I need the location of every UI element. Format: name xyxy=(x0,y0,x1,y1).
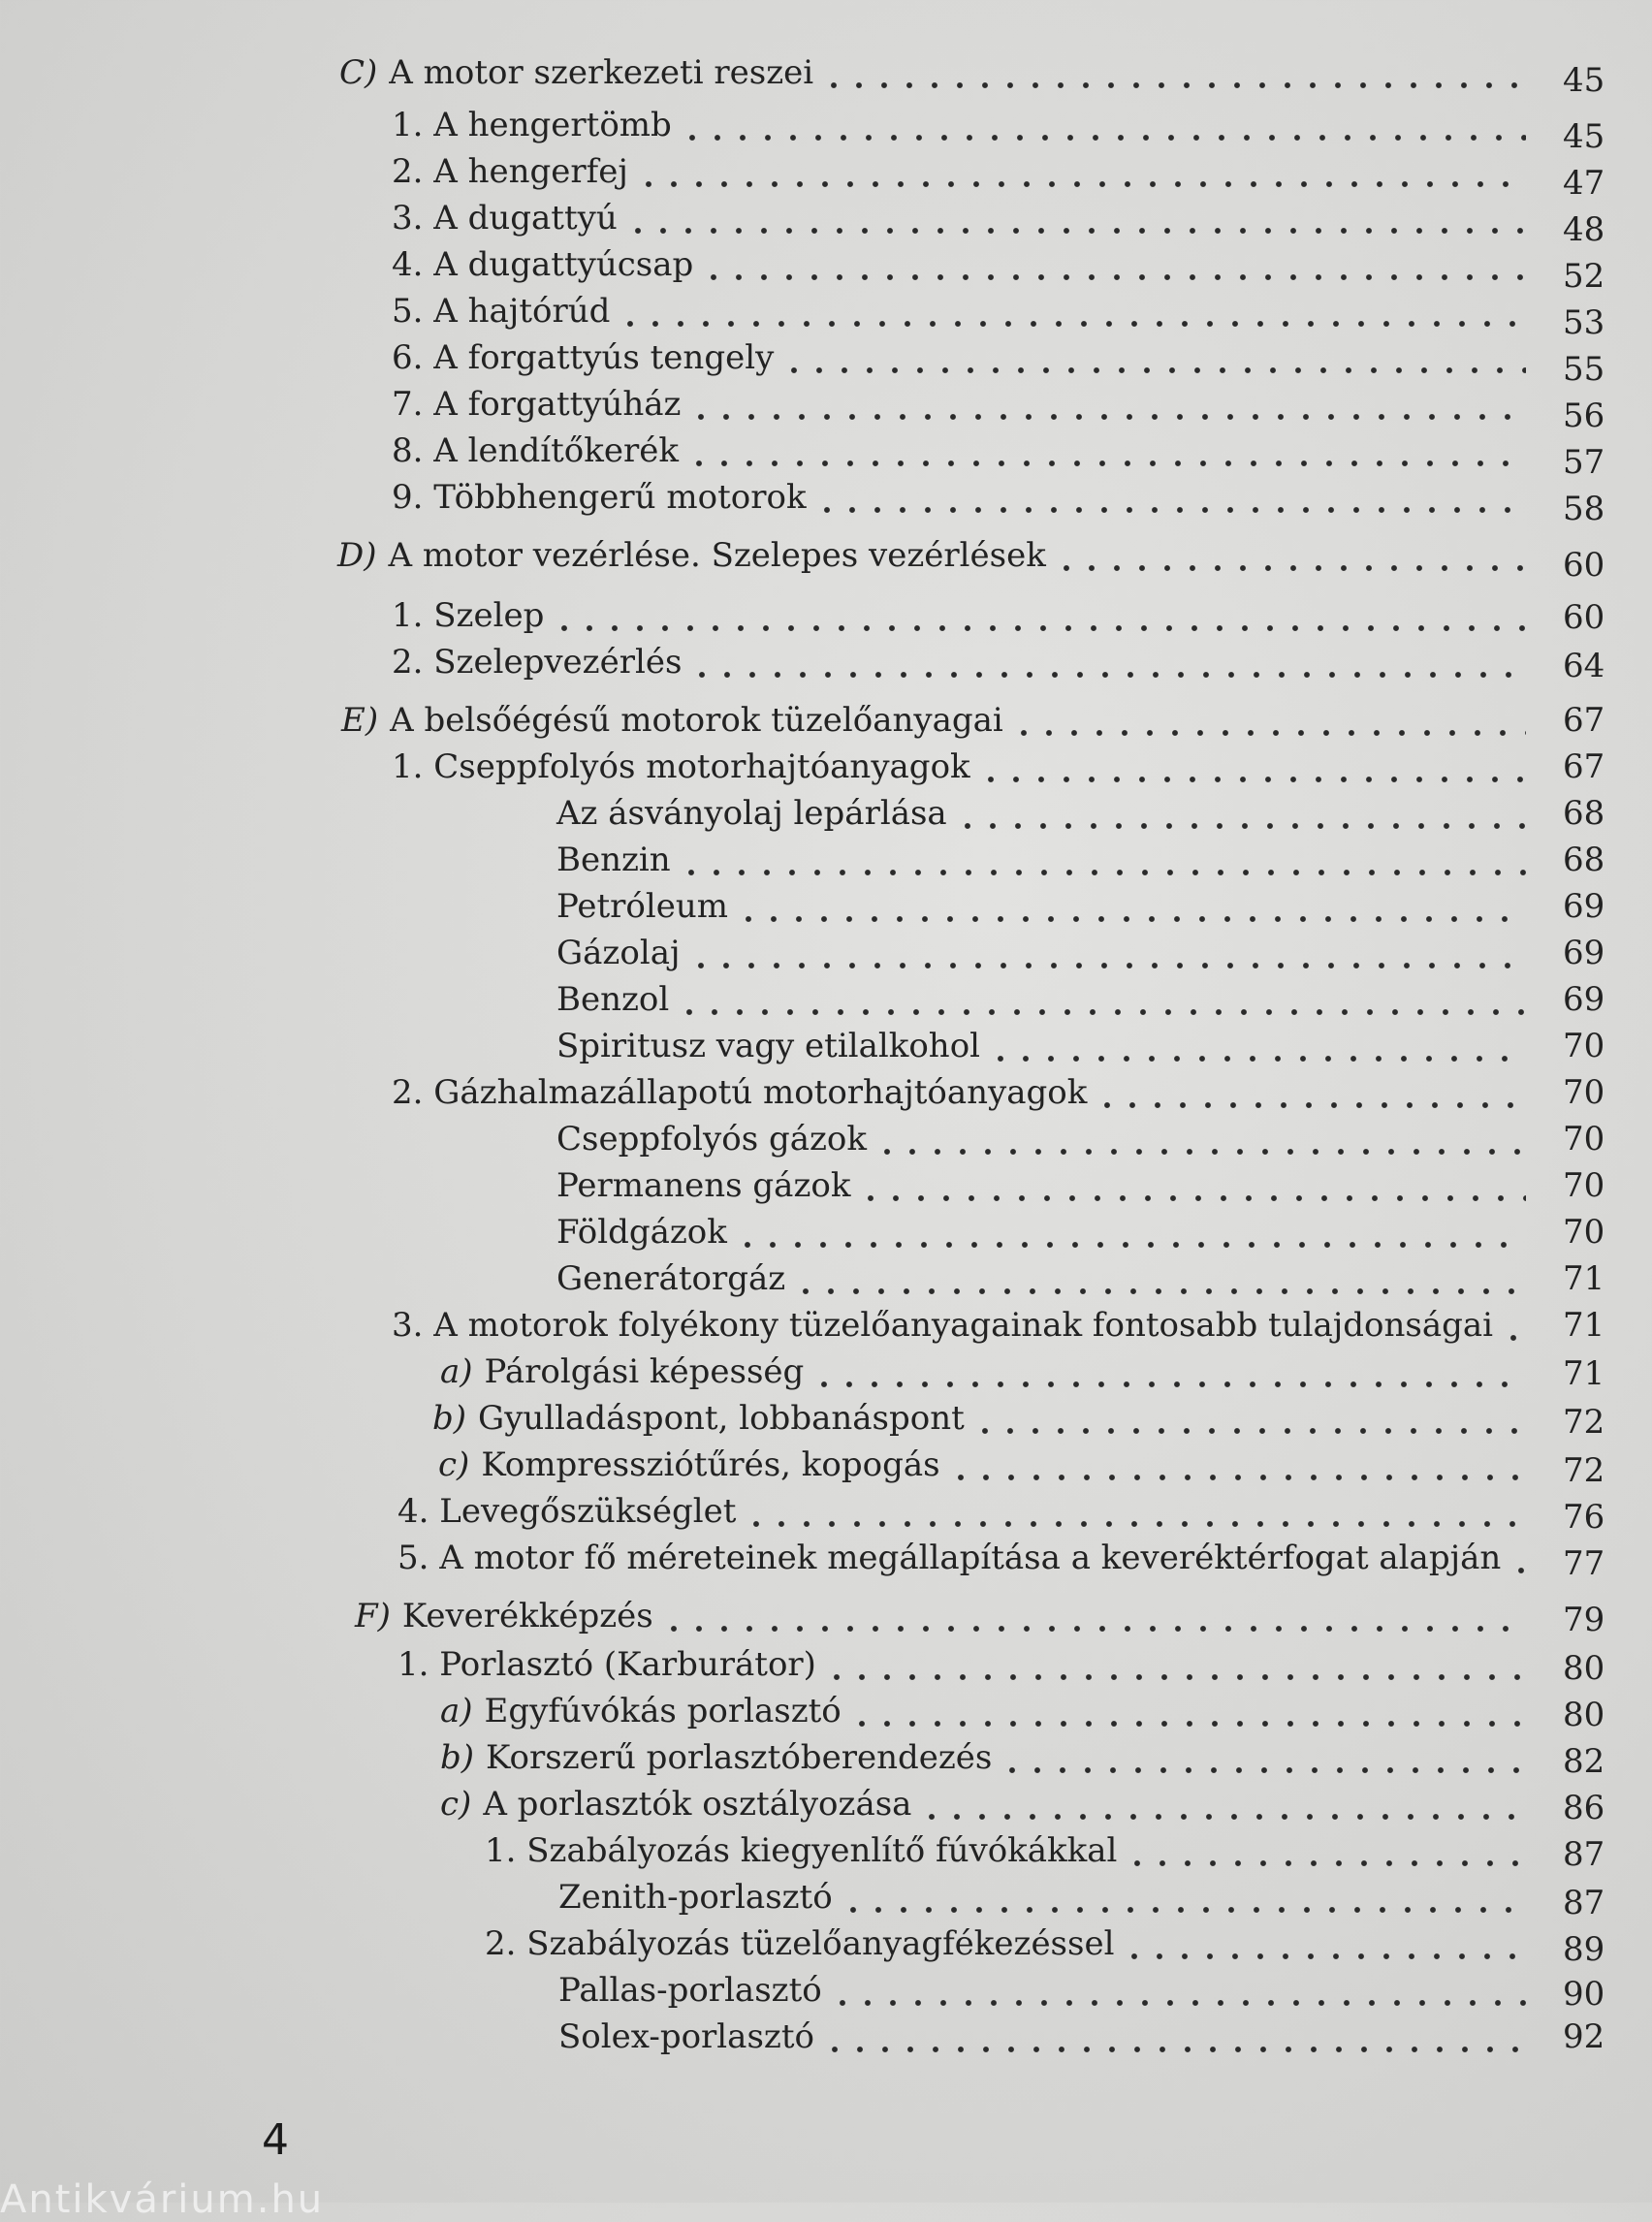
toc-entry-text: 4. A dugattyúcsap xyxy=(392,245,694,284)
toc-entry-text: Gyulladáspont, lobbanáspont xyxy=(478,1399,965,1438)
toc-page-number: 70 xyxy=(1563,1213,1605,1252)
toc-entry-title xyxy=(397,1536,1509,1580)
toc-entry-title xyxy=(392,196,625,240)
toc-entry xyxy=(341,698,1526,743)
toc-entry-title xyxy=(485,1828,1125,1873)
toc-entry-title xyxy=(556,1117,874,1161)
toc-dot-leader xyxy=(1095,1070,1526,1115)
toc-entry-text: 8. A lendítőkerék xyxy=(392,431,679,470)
toc-entry-title xyxy=(392,382,688,427)
toc-dot-leader xyxy=(677,977,1526,1022)
toc-page-number: 92 xyxy=(1563,2017,1605,2056)
toc-entry xyxy=(392,1303,1526,1348)
toc-entry-text: A porlasztók osztályozása xyxy=(483,1785,912,1824)
toc-entry-text: A motor szerkezeti reszei xyxy=(389,53,814,92)
toc-entry xyxy=(485,1921,1526,1966)
toc-page-number: 72 xyxy=(1563,1451,1605,1490)
toc-page-number: 68 xyxy=(1563,794,1605,833)
toc-page-number: 69 xyxy=(1563,980,1605,1019)
toc-entry-title xyxy=(556,1024,988,1068)
toc-page-number: 48 xyxy=(1563,210,1605,249)
toc-entry-label: b) xyxy=(440,1738,475,1777)
toc-entry-text: Solex-porlasztó xyxy=(558,2017,814,2056)
toc-dot-leader xyxy=(1509,1536,1526,1580)
toc-entry-text: 5. A motor fő méreteinek megállapítása a keveréktérfogat alapján xyxy=(397,1539,1502,1577)
toc-entry xyxy=(556,1024,1526,1068)
toc-entry-text: 9. Többhengerű motorok xyxy=(392,478,807,517)
toc-dot-leader xyxy=(636,149,1526,194)
toc-entry-text: Generátorgáz xyxy=(556,1259,786,1298)
toc-entry-text: 1. Szelep xyxy=(392,596,545,635)
toc-entry-text: Permanens gázok xyxy=(556,1166,851,1205)
toc-entry xyxy=(558,2015,1526,2059)
toc-dot-leader xyxy=(688,931,1527,975)
toc-page-number: 90 xyxy=(1563,1975,1605,2014)
toc-page-number: 70 xyxy=(1563,1027,1605,1065)
toc-entry-title xyxy=(556,884,736,929)
toc-dot-leader xyxy=(744,1489,1526,1534)
toc-entry-title xyxy=(556,977,677,1022)
toc-page-number: 45 xyxy=(1563,117,1605,156)
toc-entry-label: F) xyxy=(355,1597,391,1635)
toc-entry-title xyxy=(558,1968,830,2013)
toc-entry xyxy=(392,289,1526,333)
toc-entry-text: Az ásványolaj lepárlása xyxy=(556,794,947,833)
toc-dot-leader xyxy=(919,1782,1526,1826)
toc-page-number: 87 xyxy=(1563,1835,1605,1874)
toc-entry-text: 1. Porlasztó (Karburátor) xyxy=(397,1645,816,1684)
toc-dot-leader xyxy=(793,1256,1526,1301)
toc-page-number: 67 xyxy=(1563,747,1605,786)
toc-entry xyxy=(440,1689,1526,1733)
toc-dot-leader xyxy=(948,1443,1526,1487)
toc-entry-text: Benzin xyxy=(556,841,671,879)
toc-dot-leader xyxy=(688,382,1526,427)
toc-entry-text: Spiritusz vagy etilalkohol xyxy=(556,1027,981,1065)
toc-page-number: 58 xyxy=(1563,490,1605,528)
toc-entry xyxy=(556,1117,1526,1161)
watermark: Antikvárium.hu xyxy=(0,2177,325,2222)
toc-page-number: 79 xyxy=(1563,1601,1605,1639)
toc-dot-leader xyxy=(811,1349,1526,1394)
toc-entry-text: Pallas-porlasztó xyxy=(558,1971,822,2010)
toc-entry-title xyxy=(556,931,688,975)
toc-entry-label: D) xyxy=(337,536,377,575)
toc-dot-leader xyxy=(1000,1735,1526,1780)
toc-entry xyxy=(440,1735,1526,1780)
toc-entry-text: Cseppfolyós gázok xyxy=(556,1120,867,1159)
toc-page-number: 82 xyxy=(1563,1742,1605,1781)
toc-entry-label: c) xyxy=(438,1445,470,1484)
toc-entry-label: C) xyxy=(339,53,378,92)
toc-dot-leader xyxy=(680,103,1526,147)
toc-entry-title xyxy=(392,289,618,333)
toc-dot-leader xyxy=(849,1689,1526,1733)
toc-entry-label: c) xyxy=(440,1785,472,1824)
toc-page-number: 86 xyxy=(1563,1789,1605,1827)
toc-entry-text: Gázolaj xyxy=(556,934,681,972)
toc-entry-title xyxy=(440,1349,811,1394)
toc-page-number: 70 xyxy=(1563,1120,1605,1159)
toc-entry xyxy=(397,1536,1526,1580)
toc-page-number: 89 xyxy=(1563,1930,1605,1969)
toc-entry-title xyxy=(392,149,636,194)
toc-page-number: 80 xyxy=(1563,1696,1605,1734)
toc-entry-text: 1. Cseppfolyós motorhajtóanyagok xyxy=(392,747,970,786)
toc-entry xyxy=(392,1070,1526,1115)
toc-page-number: 57 xyxy=(1563,443,1605,482)
toc-dot-leader xyxy=(874,1117,1526,1161)
toc-entry xyxy=(556,884,1526,929)
toc-entry-label: a) xyxy=(440,1692,473,1730)
toc-dot-leader xyxy=(1122,1921,1526,1966)
toc-entry xyxy=(392,196,1526,240)
toc-dot-leader xyxy=(824,1642,1526,1687)
toc-dot-leader xyxy=(955,791,1526,836)
toc-entry-text: 1. A hengertömb xyxy=(392,106,672,144)
toc-page-number: 45 xyxy=(1563,61,1605,100)
toc-page-number: 55 xyxy=(1563,350,1605,389)
toc-dot-leader xyxy=(781,335,1526,380)
toc-entry-text: 3. A motorok folyékony tüzelőanyagainak fontosabb tulajdonságai xyxy=(392,1306,1494,1345)
toc-entry-title xyxy=(556,1256,793,1301)
toc-entry-text: Keverékképzés xyxy=(401,1597,653,1635)
toc-entry-title xyxy=(440,1735,1000,1780)
toc-dot-leader xyxy=(1054,533,1526,578)
toc-entry-title xyxy=(341,698,1011,743)
toc-page-number: 68 xyxy=(1563,841,1605,879)
toc-entry-title xyxy=(392,242,701,287)
toc-dot-leader xyxy=(736,884,1526,929)
toc-dot-leader xyxy=(830,1968,1526,2013)
toc-entry xyxy=(432,1396,1526,1441)
toc-entry xyxy=(392,335,1526,380)
toc-entry xyxy=(438,1443,1526,1487)
toc-dot-leader xyxy=(701,242,1526,287)
toc-entry xyxy=(392,103,1526,147)
toc-entry-text: Benzol xyxy=(556,980,670,1019)
toc-dot-leader xyxy=(988,1024,1526,1068)
toc-entry xyxy=(558,1968,1526,2013)
toc-entry-text: A motor vezérlése. Szelepes vezérlések xyxy=(388,536,1046,575)
toc-dot-leader xyxy=(822,2015,1526,2059)
toc-entry-title xyxy=(432,1396,972,1441)
toc-entry-text: 2. A hengerfej xyxy=(392,152,628,191)
toc-dot-leader xyxy=(625,196,1526,240)
toc-entry xyxy=(337,533,1526,578)
toc-dot-leader xyxy=(689,640,1526,684)
toc-page-number: 60 xyxy=(1563,546,1605,585)
toc-entry-text: 3. A dugattyú xyxy=(392,199,618,238)
toc-entry-title xyxy=(556,1163,858,1208)
toc-dot-leader xyxy=(972,1396,1526,1441)
toc-page-number: 87 xyxy=(1563,1884,1605,1922)
toc-entry-text: Párolgási képesség xyxy=(484,1352,805,1391)
toc-entry-title xyxy=(392,429,686,473)
toc-entry-title xyxy=(556,791,955,836)
toc-dot-leader xyxy=(978,745,1526,789)
toc-entry-label: a) xyxy=(440,1352,473,1391)
toc-page-number: 71 xyxy=(1563,1259,1605,1298)
toc-dot-leader xyxy=(618,289,1526,333)
toc-entry xyxy=(397,1642,1526,1687)
toc-entry xyxy=(556,1256,1526,1301)
toc-dot-leader xyxy=(814,475,1526,520)
toc-dot-leader xyxy=(1011,698,1526,743)
toc-entry-title xyxy=(556,1210,735,1254)
toc-entry-text: 7. A forgattyúház xyxy=(392,385,682,424)
toc-entry-text: 1. Szabályozás kiegyenlítő fúvókákkal xyxy=(485,1831,1118,1870)
toc-entry-text: 4. Levegőszükséglet xyxy=(397,1492,737,1531)
toc-entry-title xyxy=(392,103,680,147)
toc-page-number: 77 xyxy=(1563,1544,1605,1583)
toc-entry xyxy=(392,640,1526,684)
toc-entry xyxy=(556,838,1526,882)
toc-dot-leader xyxy=(821,50,1526,95)
toc-entry-title xyxy=(558,2015,822,2059)
toc-entry xyxy=(440,1782,1526,1826)
toc-dot-leader xyxy=(735,1210,1526,1254)
toc-page-number: 47 xyxy=(1563,164,1605,203)
toc-dot-leader xyxy=(858,1163,1526,1208)
toc-dot-leader xyxy=(686,429,1526,473)
toc-entry-title xyxy=(355,1594,661,1638)
toc-dot-leader xyxy=(679,838,1526,882)
toc-entry xyxy=(556,1163,1526,1208)
toc-entry-text: A belsőégésű motorok tüzelőanyagai xyxy=(390,701,1003,740)
toc-entry-title xyxy=(558,1875,841,1920)
toc-entry xyxy=(392,745,1526,789)
toc-entry-title xyxy=(440,1782,919,1826)
toc-dot-leader xyxy=(1501,1303,1526,1348)
toc-entry-text: Földgázok xyxy=(556,1213,727,1252)
toc-entry-title xyxy=(397,1642,824,1687)
toc-page-number: 64 xyxy=(1563,647,1605,685)
toc-entry xyxy=(392,149,1526,194)
toc-entry-title xyxy=(392,335,781,380)
toc-entry xyxy=(355,1594,1526,1638)
toc-entry-title xyxy=(392,593,552,638)
toc-entry xyxy=(556,931,1526,975)
toc-entry xyxy=(558,1875,1526,1920)
toc-entry-title xyxy=(337,533,1054,578)
toc-entry-title xyxy=(392,1070,1095,1115)
page-number: 4 xyxy=(262,2115,289,2165)
toc-entry xyxy=(392,475,1526,520)
toc-entry xyxy=(440,1349,1526,1394)
toc-entry-title xyxy=(438,1443,948,1487)
toc-page-number: 56 xyxy=(1563,397,1605,435)
toc-entry-text: Zenith-porlasztó xyxy=(558,1878,833,1917)
toc-entry-label: E) xyxy=(341,701,379,740)
toc-entry-text: Korszerű porlasztóberendezés xyxy=(486,1738,993,1777)
toc-entry-title xyxy=(392,745,978,789)
toc-dot-leader xyxy=(1125,1828,1526,1873)
toc-page-number: 72 xyxy=(1563,1403,1605,1442)
toc-entry xyxy=(339,50,1526,95)
toc-entry-title xyxy=(440,1689,849,1733)
toc-entry-text: 6. A forgattyús tengely xyxy=(392,338,775,377)
toc-entry-text: 2. Szabályozás tüzelőanyagfékezéssel xyxy=(485,1924,1115,1963)
toc-dot-leader xyxy=(552,593,1526,638)
toc-page-number: 76 xyxy=(1563,1498,1605,1537)
toc-entry-text: Egyfúvókás porlasztó xyxy=(484,1692,842,1730)
toc-entry xyxy=(556,977,1526,1022)
toc-entry-title xyxy=(392,640,689,684)
toc-page-number: 60 xyxy=(1563,598,1605,637)
toc-entry-text: Petróleum xyxy=(556,887,728,926)
toc-page-number: 69 xyxy=(1563,934,1605,972)
toc-dot-leader xyxy=(841,1875,1526,1920)
toc-page-number: 70 xyxy=(1563,1166,1605,1205)
toc-entry-title xyxy=(392,1303,1501,1348)
toc-entry xyxy=(392,382,1526,427)
toc-entry-text: 5. A hajtórúd xyxy=(392,292,611,331)
toc-entry-text: Kompressziótűrés, kopogás xyxy=(481,1445,940,1484)
toc-page-number: 52 xyxy=(1563,257,1605,296)
toc-dot-leader xyxy=(661,1594,1526,1638)
toc-page-number: 69 xyxy=(1563,887,1605,926)
toc-page-number: 67 xyxy=(1563,701,1605,740)
toc-entry-title xyxy=(397,1489,744,1534)
toc-entry-title xyxy=(556,838,679,882)
toc-entry xyxy=(392,242,1526,287)
toc-entry xyxy=(556,1210,1526,1254)
toc-page-number: 71 xyxy=(1563,1306,1605,1345)
toc-entry xyxy=(392,429,1526,473)
toc-page-number: 80 xyxy=(1563,1649,1605,1688)
toc-entry xyxy=(485,1828,1526,1873)
toc-page-number: 53 xyxy=(1563,303,1605,342)
toc-entry-title xyxy=(339,50,821,95)
toc-page-number: 70 xyxy=(1563,1073,1605,1112)
toc-entry-text: 2. Szelepvezérlés xyxy=(392,643,683,682)
toc-page-number: 71 xyxy=(1563,1354,1605,1393)
toc-entry xyxy=(397,1489,1526,1534)
toc-entry-title xyxy=(485,1921,1122,1966)
toc-entry-title xyxy=(392,475,814,520)
toc-entry-label: b) xyxy=(432,1399,467,1438)
toc-entry xyxy=(392,593,1526,638)
toc-entry-text: 2. Gázhalmazállapotú motorhajtóanyagok xyxy=(392,1073,1088,1112)
toc-entry xyxy=(556,791,1526,836)
